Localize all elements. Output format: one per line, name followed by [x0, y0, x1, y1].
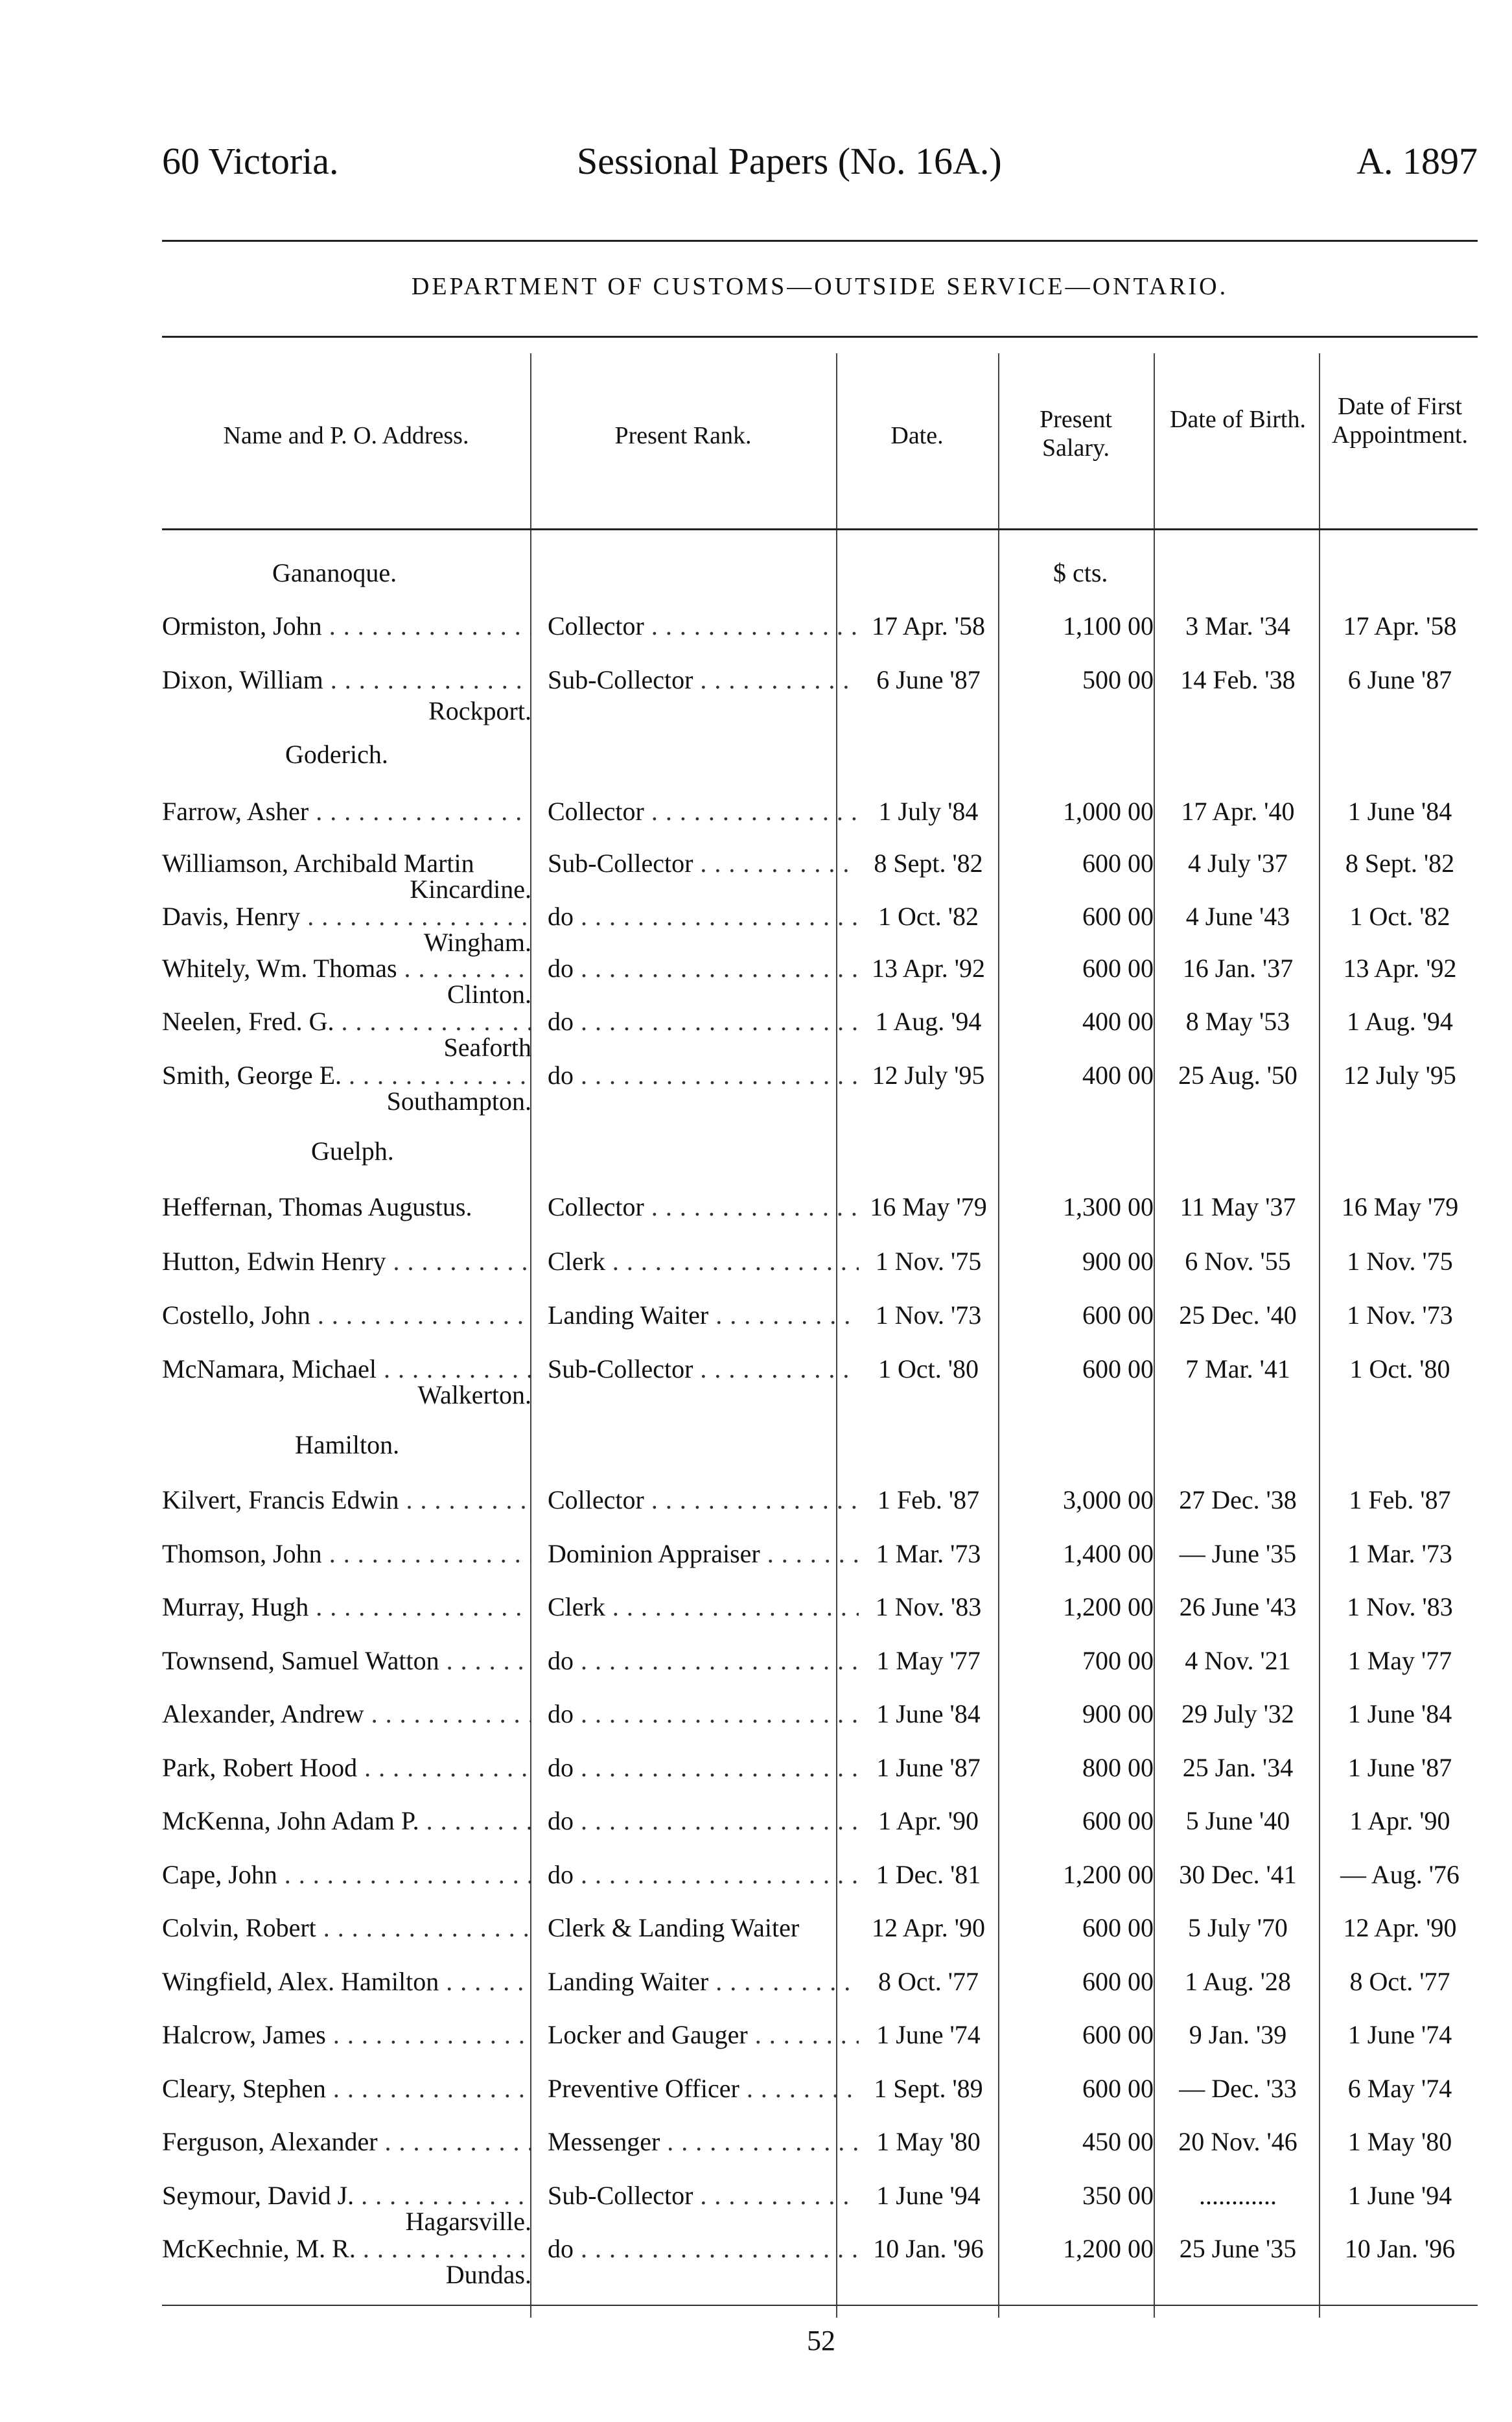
first-appointment: 1 Apr. '90 [1349, 1806, 1450, 1835]
salary: 3,000 00 [1063, 1485, 1154, 1514]
sub-place: Wingham. [423, 928, 531, 957]
employee-rank: Clerk . . . [548, 1592, 859, 1622]
employee-name: Davis, Henry . . . [162, 901, 531, 932]
salary: 600 00 [1082, 1806, 1154, 1835]
salary: 600 00 [1082, 954, 1154, 983]
employee-name: Farrow, Asher . . . [162, 796, 531, 827]
employee-rank: do . . . [548, 1645, 859, 1676]
first-appointment: 1 June '84 [1347, 797, 1452, 826]
first-appointment: 1 June '84 [1347, 1699, 1452, 1728]
table-row [162, 1538, 1478, 1577]
header-salary: Present Salary. [1040, 406, 1112, 462]
employee-name: Thomson, John . . . [162, 1538, 531, 1569]
birth-date: 3 Mar. '34 [1185, 611, 1290, 641]
salary: 600 00 [1082, 1354, 1154, 1383]
employee-rank: Landing Waiter . . . [548, 1300, 859, 1330]
employee-rank: Sub-Collector . . . [548, 1354, 859, 1384]
birth-date: 17 Apr. '40 [1181, 797, 1295, 826]
employee-name: Smith, George E. . . . [162, 1060, 531, 1090]
table-row [162, 611, 1478, 650]
running-head [162, 139, 1478, 198]
sub-place: Seaforth [443, 1033, 531, 1062]
birth-date: 11 May '37 [1180, 1192, 1296, 1221]
first-appointment: 13 Apr. '92 [1343, 954, 1457, 983]
birth-date: — June '35 [1179, 1539, 1297, 1568]
rank-date: 13 Apr. '92 [872, 954, 985, 983]
table-row [162, 1699, 1478, 1737]
header-birth: Date of Birth. [1169, 406, 1306, 433]
header-date: Date. [890, 422, 944, 449]
employee-name: Colvin, Robert . . . [162, 1912, 531, 1943]
rank-date: 1 June '84 [876, 1699, 981, 1728]
birth-date: 29 July '32 [1181, 1699, 1294, 1728]
sub-place: Rockport. [428, 696, 531, 725]
birth-date: 4 Nov. '21 [1185, 1646, 1291, 1675]
sessional-papers-label: Sessional Papers (No. 16A.) [577, 140, 1002, 182]
birth-date: 5 June '40 [1185, 1806, 1290, 1835]
salary: 900 00 [1082, 1699, 1154, 1728]
first-appointment: 1 Nov. '73 [1347, 1300, 1453, 1330]
rank-date: 1 Nov. '73 [875, 1300, 982, 1330]
employee-rank: do . . . [548, 1060, 859, 1090]
rank-date: 8 Oct. '77 [878, 1967, 979, 1996]
title-rule [162, 336, 1478, 338]
first-appointment: 1 Feb. '87 [1349, 1485, 1451, 1514]
employee-rank: do . . . [548, 1859, 859, 1890]
employee-name: Heffernan, Thomas Augustus. [162, 1192, 472, 1221]
first-appointment: 12 Apr. '90 [1343, 1913, 1457, 1942]
first-appointment: 1 May '80 [1347, 2127, 1452, 2156]
employee-name: Townsend, Samuel Watton . . . [162, 1645, 531, 1676]
first-appointment: 1 Nov. '75 [1347, 1247, 1453, 1276]
birth-date: 4 June '43 [1185, 902, 1290, 931]
salary: 600 00 [1082, 2074, 1154, 2103]
birth-date: 25 Dec. '40 [1179, 1300, 1297, 1330]
sub-place: Dundas. [445, 2260, 531, 2289]
year-label: A. 1897 [1356, 140, 1478, 182]
first-appointment: 8 Sept. '82 [1345, 849, 1455, 878]
employee-rank: do . . . [548, 1006, 859, 1037]
birth-date: ............ [1199, 2181, 1277, 2210]
salary: 600 00 [1082, 1300, 1154, 1330]
header-bottom-rule [162, 528, 1478, 530]
header-rule [162, 240, 1478, 242]
salary: 1,400 00 [1063, 1539, 1154, 1568]
table-row [162, 1485, 1478, 1523]
employee-name: Ormiston, John . . . [162, 611, 531, 641]
salary: 500 00 [1082, 665, 1154, 694]
rank-date: 1 Nov. '75 [875, 1247, 982, 1276]
employee-rank: Sub-Collector . . . [548, 848, 859, 878]
first-appointment: 10 Jan. '96 [1344, 2234, 1456, 2263]
birth-date: 9 Jan. '39 [1189, 2020, 1287, 2049]
first-appointment: 1 June '74 [1347, 2020, 1452, 2049]
table-row [162, 796, 1478, 835]
place-heading: Hamilton. [295, 1430, 400, 1459]
employee-name: McKechnie, M. R. . . . [162, 2233, 531, 2264]
salary: 1,000 00 [1063, 797, 1154, 826]
first-appointment: 1 Oct. '82 [1349, 902, 1450, 931]
rank-date: 1 Mar. '73 [876, 1539, 981, 1568]
rank-date: 1 Aug. '94 [875, 1007, 982, 1036]
employee-name: Neelen, Fred. G. . . . [162, 1006, 531, 1037]
rank-date: 1 Nov. '83 [875, 1592, 982, 1621]
birth-date: — Dec. '33 [1179, 2074, 1297, 2103]
rank-date: 1 June '87 [876, 1753, 981, 1782]
header-name: Name and P. O. Address. [223, 422, 469, 449]
birth-date: 26 June '43 [1179, 1592, 1297, 1621]
rank-date: 1 May '77 [876, 1646, 981, 1675]
salary: 600 00 [1082, 2020, 1154, 2049]
table-row [162, 1752, 1478, 1791]
rank-date: 12 Apr. '90 [872, 1913, 985, 1942]
first-appointment: 17 Apr. '58 [1343, 611, 1457, 641]
employee-name: Seymour, David J. . . . [162, 2180, 531, 2211]
employee-rank: do . . . [548, 1805, 859, 1836]
table-row [162, 1912, 1478, 1951]
birth-date: 1 Aug. '28 [1185, 1967, 1291, 1996]
sub-place: Clinton. [447, 980, 531, 1009]
first-appointment: 1 June '94 [1347, 2181, 1452, 2210]
rank-date: 1 Dec. '81 [876, 1860, 981, 1889]
rank-date: 1 June '94 [876, 2181, 981, 2210]
employee-rank: Collector . . . [548, 1485, 859, 1515]
rank-date: 16 May '79 [870, 1192, 987, 1221]
salary: 1,300 00 [1063, 1192, 1154, 1221]
birth-date: 25 June '35 [1179, 2234, 1297, 2263]
birth-date: 25 Aug. '50 [1178, 1061, 1297, 1090]
employee-rank: do . . . [548, 2233, 859, 2264]
employee-name: Dixon, William . . . [162, 664, 531, 695]
employee-rank: Sub-Collector . . . [548, 2180, 859, 2211]
employee-rank: Collector . . . [548, 611, 859, 641]
first-appointment: 1 Nov. '83 [1347, 1592, 1453, 1621]
employee-rank: do . . . [548, 901, 859, 932]
employee-name: McKenna, John Adam P. . . . [162, 1805, 531, 1836]
employee-rank: do . . . [548, 1752, 859, 1783]
employee-rank: do . . . [548, 953, 859, 983]
salary: 400 00 [1082, 1061, 1154, 1090]
employee-name: Park, Robert Hood . . . [162, 1752, 531, 1783]
first-appointment: 1 May '77 [1347, 1646, 1452, 1675]
place-heading: Guelph. [311, 1136, 394, 1166]
first-appointment: 1 Mar. '73 [1347, 1539, 1452, 1568]
page-title: DEPARTMENT OF CUSTOMS—OUTSIDE SERVICE—ONTARIO. [411, 273, 1229, 300]
place-heading: Gananoque. [272, 558, 397, 587]
first-appointment: 1 Aug. '94 [1347, 1007, 1453, 1036]
salary: 1,100 00 [1063, 611, 1154, 641]
table-row [162, 2126, 1478, 2165]
rank-date: 1 Apr. '90 [878, 1806, 979, 1835]
employee-rank: Landing Waiter . . . [548, 1966, 859, 1997]
birth-date: 4 July '37 [1188, 849, 1288, 878]
session-label: 60 Victoria. [162, 140, 339, 182]
table-row [162, 1300, 1478, 1339]
header-rank: Present Rank. [614, 422, 752, 449]
rank-date: 1 Oct. '80 [878, 1354, 979, 1383]
birth-date: 14 Feb. '38 [1180, 665, 1296, 694]
employee-rank: Collector . . . [548, 796, 859, 827]
sub-place: Walkerton. [417, 1380, 531, 1409]
table-row [162, 2073, 1478, 2112]
birth-date: 25 Jan. '34 [1182, 1753, 1294, 1782]
salary: 1,200 00 [1063, 1592, 1154, 1621]
rank-date: 1 Feb. '87 [877, 1485, 980, 1514]
employee-rank: Preventive Officer . . . [548, 2073, 859, 2104]
salary: 1,200 00 [1063, 2234, 1154, 2263]
table-row [162, 1805, 1478, 1844]
table-row [162, 1192, 1478, 1230]
salary: 400 00 [1082, 1007, 1154, 1036]
salary: 700 00 [1082, 1646, 1154, 1675]
rank-date: 1 Oct. '82 [878, 902, 979, 931]
employee-name: Cape, John . . . [162, 1859, 531, 1890]
birth-date: 16 Jan. '37 [1182, 954, 1294, 983]
birth-date: 6 Nov. '55 [1185, 1247, 1291, 1276]
employee-rank: Clerk . . . [548, 1246, 859, 1276]
employee-rank: Messenger . . . [548, 2126, 859, 2157]
salary: 900 00 [1082, 1247, 1154, 1276]
employee-rank: Clerk & Landing Waiter [548, 1913, 800, 1942]
table-row [162, 1859, 1478, 1898]
first-appointment: 16 May '79 [1341, 1192, 1459, 1221]
salary: 600 00 [1082, 849, 1154, 878]
rank-date: 1 May '80 [876, 2127, 981, 2156]
rank-date: 8 Sept. '82 [874, 849, 983, 878]
employee-name: Kilvert, Francis Edwin . . . [162, 1485, 531, 1515]
salary: 600 00 [1082, 902, 1154, 931]
first-appointment: 6 May '74 [1347, 2074, 1452, 2103]
employee-rank: Collector . . . [548, 1192, 859, 1222]
table-row [162, 1246, 1478, 1285]
employee-rank: Locker and Gauger . . . [548, 2019, 859, 2050]
rank-date: 1 Sept. '89 [874, 2074, 983, 2103]
page-number: 52 [807, 2325, 835, 2357]
employee-rank: Sub-Collector . . . [548, 664, 859, 695]
table-row [162, 1645, 1478, 1684]
salary: 600 00 [1082, 1967, 1154, 1996]
rank-date: 1 June '74 [876, 2020, 981, 2049]
rank-date: 1 July '84 [878, 797, 979, 826]
first-appointment: 12 July '95 [1343, 1061, 1456, 1090]
first-appointment: 8 Oct. '77 [1349, 1967, 1450, 1996]
salary-unit: $ cts. [1053, 558, 1108, 587]
first-appointment: — Aug. '76 [1340, 1860, 1460, 1889]
sub-place: Hagarsville. [405, 2207, 531, 2236]
employee-name: Cleary, Stephen . . . [162, 2073, 531, 2104]
employee-name: Alexander, Andrew . . . [162, 1699, 531, 1729]
header-first-appointment: Date of First Appointment. [1331, 393, 1469, 449]
rank-date: 10 Jan. '96 [873, 2234, 984, 2263]
sub-place: Kincardine. [410, 875, 531, 904]
salary: 350 00 [1082, 2181, 1154, 2210]
rank-date: 6 June '87 [876, 665, 981, 694]
employee-name: Whitely, Wm. Thomas . . . [162, 953, 531, 983]
table-row [162, 1966, 1478, 2005]
employee-rank: Dominion Appraiser . . . [548, 1538, 859, 1569]
first-appointment: 6 June '87 [1347, 665, 1452, 694]
salary: 450 00 [1082, 2127, 1154, 2156]
place-heading: Goderich. [285, 740, 388, 769]
salary: 600 00 [1082, 1913, 1154, 1942]
sub-place: Southampton. [386, 1087, 531, 1116]
rank-date: 12 July '95 [872, 1061, 985, 1090]
birth-date: 27 Dec. '38 [1179, 1485, 1297, 1514]
rank-date: 17 Apr. '58 [872, 611, 985, 641]
employee-rank: do . . . [548, 1699, 859, 1729]
employee-name: Costello, John . . . [162, 1300, 531, 1330]
birth-date: 8 May '53 [1185, 1007, 1290, 1036]
employee-name: Hutton, Edwin Henry . . . [162, 1246, 531, 1276]
birth-date: 20 Nov. '46 [1178, 2127, 1297, 2156]
birth-date: 7 Mar. '41 [1185, 1354, 1290, 1383]
employee-name: Halcrow, James . . . [162, 2019, 531, 2050]
table-row [162, 2019, 1478, 2058]
first-appointment: 1 June '87 [1347, 1753, 1452, 1782]
first-appointment: 1 Oct. '80 [1349, 1354, 1450, 1383]
employee-name: McNamara, Michael . . . [162, 1354, 531, 1384]
birth-date: 30 Dec. '41 [1179, 1860, 1297, 1889]
employee-name: Murray, Hugh . . . [162, 1592, 531, 1622]
salary: 1,200 00 [1063, 1860, 1154, 1889]
employee-name: Williamson, Archibald Martin [162, 849, 474, 878]
salary: 800 00 [1082, 1753, 1154, 1782]
employee-name: Wingfield, Alex. Hamilton . . . [162, 1966, 531, 1997]
table-row [162, 1592, 1478, 1630]
birth-date: 5 July '70 [1188, 1913, 1288, 1942]
table-bottom-rule [162, 2305, 1478, 2306]
employee-name: Ferguson, Alexander . . . [162, 2126, 531, 2157]
